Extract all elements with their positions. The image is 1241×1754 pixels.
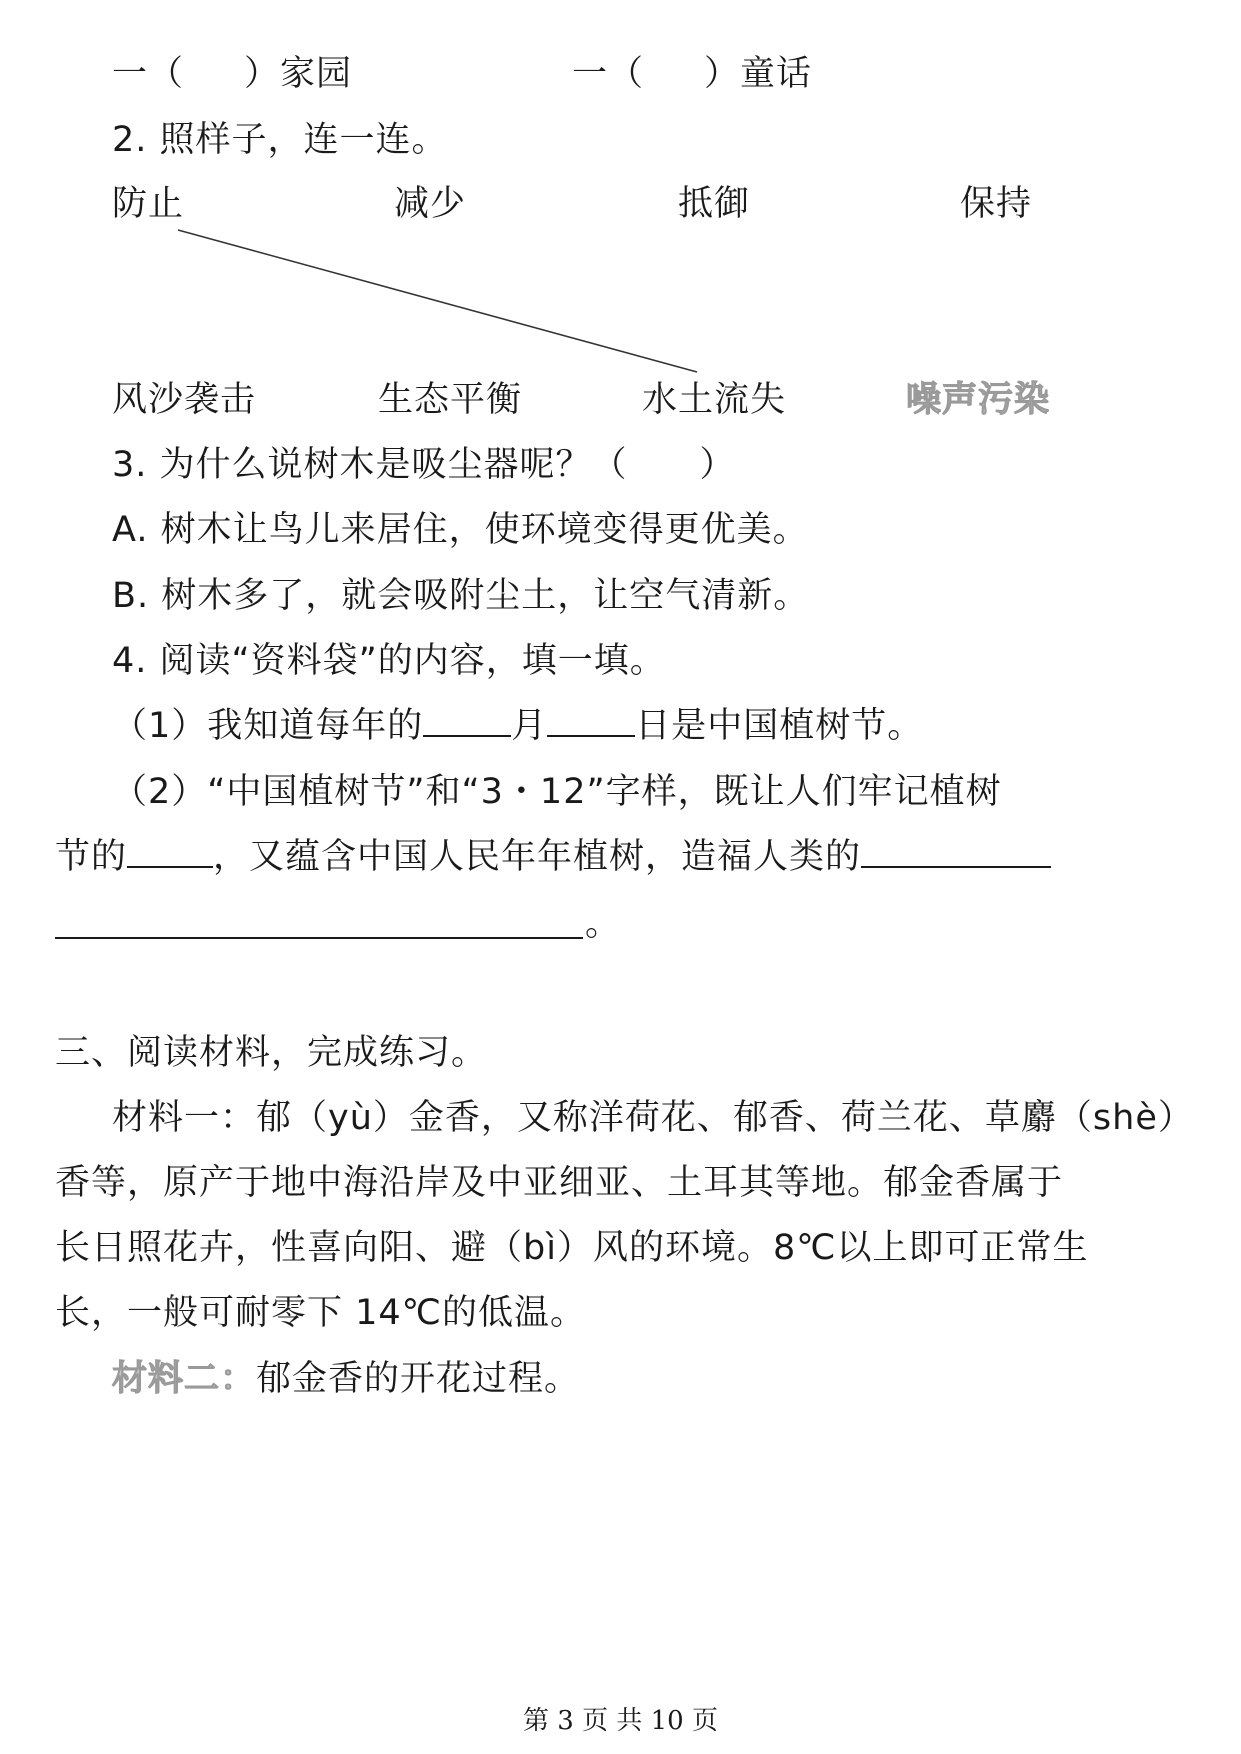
match-top-word[interactable]: 保持 [960, 184, 1033, 224]
material-2-line [112, 1357, 580, 1401]
part-1-end: 日是中国植树节。 [635, 706, 924, 746]
page-footer: 第 3 页 共 10 页 [523, 1706, 718, 1736]
day-blank[interactable] [547, 705, 635, 737]
material-1-line-3: 长日照花卉，性喜向阳、避（bì）风的环境。8℃以上即可正常生 [55, 1228, 1089, 1268]
question-4-part-2-line-1: （2）“中国植树节”和“3・12”字样，既让人们牢记植树 [112, 772, 1002, 812]
question-4-part-2-line-2 [55, 835, 1051, 879]
material-1-line-4: 长，一般可耐零下 14℃的低温。 [55, 1293, 586, 1333]
question-2-title: 2. 照样子，连一连。 [112, 120, 448, 160]
answer-blank-continued[interactable] [55, 937, 583, 939]
match-bottom-word[interactable]: 水土流失 [642, 380, 787, 420]
question-3-title: 3. 为什么说树木是吸尘器呢？（ ） [112, 445, 736, 485]
material-2-text: 郁金香的开花过程。 [256, 1359, 581, 1399]
match-bottom-word[interactable]: 风沙袭击 [112, 380, 257, 420]
option-a[interactable]: A. 树木让鸟儿来居住，使环境变得更优美。 [112, 510, 809, 550]
fill-prefix: 一（ [112, 54, 185, 94]
answer-blank[interactable] [127, 836, 213, 868]
fill-prefix: 一（ [572, 54, 645, 94]
month-blank[interactable] [423, 705, 511, 737]
material-1-line-1: 材料一：郁（yù）金香，又称洋荷花、郁香、荷兰花、草麝（shè） [112, 1098, 1194, 1138]
answer-blank[interactable] [861, 836, 1051, 868]
question-4-title: 4. 阅读“资料袋”的内容，填一填。 [112, 641, 666, 681]
option-b[interactable]: B. 树木多了，就会吸附尘土，让空气清新。 [112, 576, 810, 616]
match-bottom-word[interactable]: 噪声污染 [906, 380, 1051, 420]
fill-suffix: ）童话 [704, 54, 813, 94]
part-1-text: （1）我知道每年的 [112, 706, 424, 746]
section-3-title: 三、阅读材料，完成练习。 [55, 1033, 488, 1073]
match-top-word[interactable]: 防止 [112, 184, 185, 224]
match-top-word[interactable]: 减少 [394, 184, 467, 224]
part-2-text: 节的 [55, 837, 128, 877]
question-4-part-1 [112, 704, 923, 748]
match-bottom-word[interactable]: 生态平衡 [378, 380, 523, 420]
sentence-end: 。 [585, 904, 622, 944]
part-2-text: ，又蕴含中国人民年年植树，造福人类的 [213, 837, 862, 877]
fill-suffix: ）家园 [244, 54, 353, 94]
part-1-month: 月 [511, 706, 548, 746]
material-1-line-2: 香等，原产于地中海沿岸及中亚细亚、土耳其等地。郁金香属于 [55, 1163, 1064, 1203]
match-top-word[interactable]: 抵御 [678, 184, 751, 224]
material-2-label: 材料二： [112, 1359, 257, 1399]
